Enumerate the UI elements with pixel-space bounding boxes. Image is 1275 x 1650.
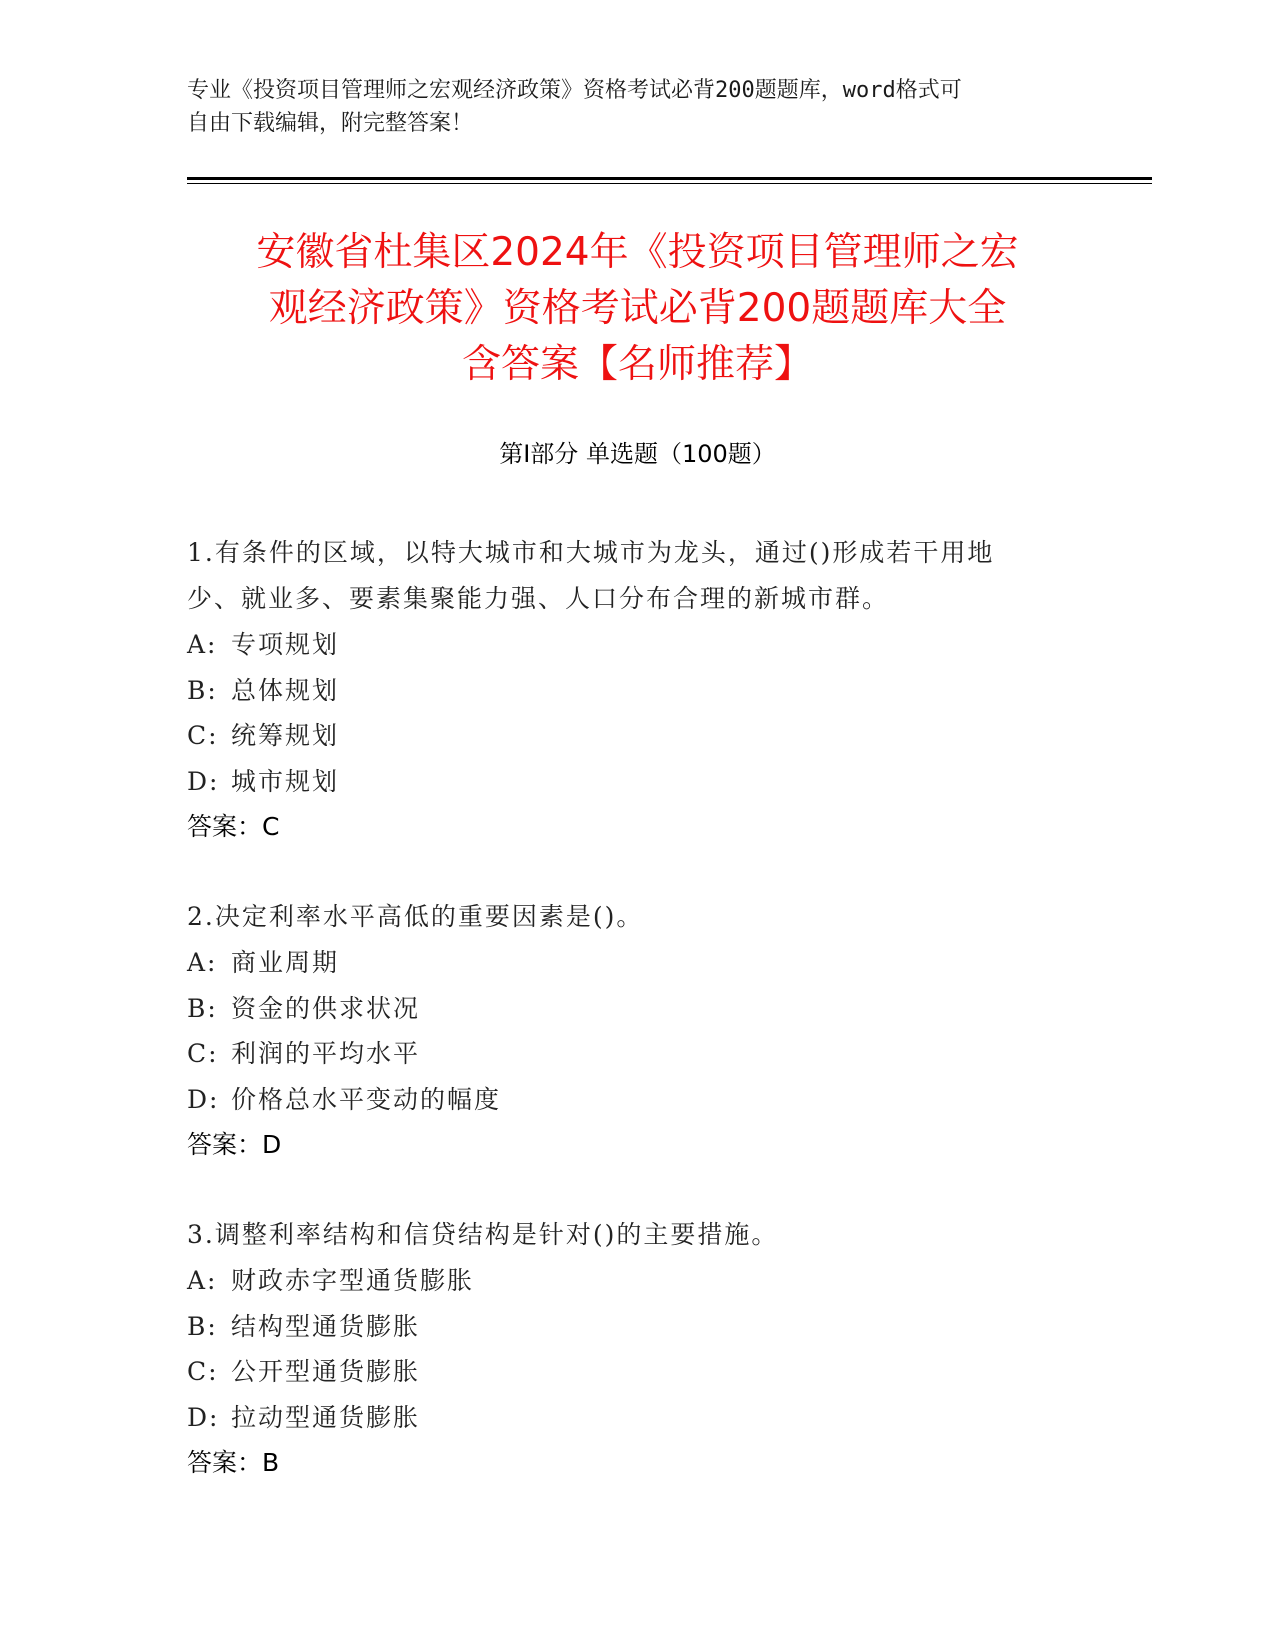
option-text: 资金的供求状况 (231, 993, 421, 1023)
option-b (187, 668, 1067, 714)
header-note (187, 74, 1087, 140)
option-text: 商业周期 (231, 948, 340, 977)
option-letter: A: (187, 630, 218, 659)
option-text: 公开型通货膨胀 (231, 1357, 421, 1386)
option-letter: B: (187, 675, 218, 705)
option-text: 利润的平均水平 (231, 1039, 421, 1068)
answer-value: C (262, 812, 280, 841)
option-a (187, 1258, 1067, 1304)
answer-value: B (262, 1448, 280, 1477)
header-rule-thin (187, 183, 1152, 184)
option-d (187, 1395, 1067, 1441)
option-letter: D: (187, 1402, 220, 1432)
question-text-line: 2.决定利率水平高低的重要因素是()。 (187, 902, 644, 931)
header-note-line: 自由下载编辑，附完整答案！ (187, 111, 474, 136)
answer-prefix: 答案： (187, 812, 263, 841)
question-item (187, 894, 1067, 1168)
option-text: 专项规划 (231, 630, 340, 659)
option-text: 财政赤字型通货膨胀 (231, 1266, 475, 1295)
option-b (187, 1304, 1067, 1350)
question-text-line: 少、就业多、要素集聚能力强、人口分布合理的新城市群。 (187, 584, 890, 613)
option-text: 总体规划 (231, 675, 340, 705)
question-list (187, 530, 1067, 1530)
option-d (187, 759, 1067, 805)
title-line: 安徽省杜集区2024年《投资项目管理师之宏 (256, 230, 1019, 275)
option-letter: C: (187, 1357, 219, 1386)
answer-value: D (262, 1130, 282, 1159)
title-line: 观经济政策》资格考试必背200题题库大全 (268, 286, 1007, 331)
option-text: 城市规划 (231, 766, 340, 796)
option-letter: B: (187, 993, 218, 1023)
question-text (187, 894, 1067, 940)
option-letter: C: (187, 721, 219, 750)
title-line: 含答案【名师推荐】 (461, 342, 813, 387)
option-c (187, 713, 1067, 759)
option-d (187, 1077, 1067, 1123)
option-letter: A: (187, 948, 218, 977)
option-c (187, 1349, 1067, 1395)
header-rule-thick (187, 177, 1152, 180)
option-text: 结构型通货膨胀 (231, 1311, 421, 1341)
option-letter: A: (187, 1266, 218, 1295)
question-item (187, 530, 1067, 850)
header-note-line: 专业《投资项目管理师之宏观经济政策》资格考试必背200题题库，word格式可 (187, 78, 962, 103)
question-text-line: 3.调整利率结构和信贷结构是针对()的主要措施。 (187, 1220, 779, 1249)
option-b (187, 986, 1067, 1032)
option-letter: D: (187, 766, 220, 796)
question-text (187, 1212, 1067, 1258)
answer-prefix: 答案： (187, 1130, 263, 1159)
document-title (150, 225, 1125, 393)
option-a (187, 622, 1067, 668)
answer-prefix: 答案： (187, 1448, 263, 1477)
option-text: 拉动型通货膨胀 (231, 1402, 421, 1432)
question-text-line: 1.有条件的区域，以特大城市和大城市为龙头，通过()形成若干用地 (187, 538, 995, 567)
option-c (187, 1031, 1067, 1077)
option-letter: C: (187, 1039, 219, 1068)
option-letter: B: (187, 1311, 218, 1341)
section-title: 第Ⅰ部分 单选题（100题） (499, 440, 776, 468)
answer-line (187, 804, 1067, 850)
option-a (187, 940, 1067, 986)
option-text: 价格总水平变动的幅度 (231, 1084, 502, 1114)
answer-line (187, 1122, 1067, 1168)
question-text (187, 530, 1067, 622)
option-letter: D: (187, 1084, 220, 1114)
question-item (187, 1212, 1067, 1486)
option-text: 统筹规划 (231, 721, 340, 750)
answer-line (187, 1440, 1067, 1486)
